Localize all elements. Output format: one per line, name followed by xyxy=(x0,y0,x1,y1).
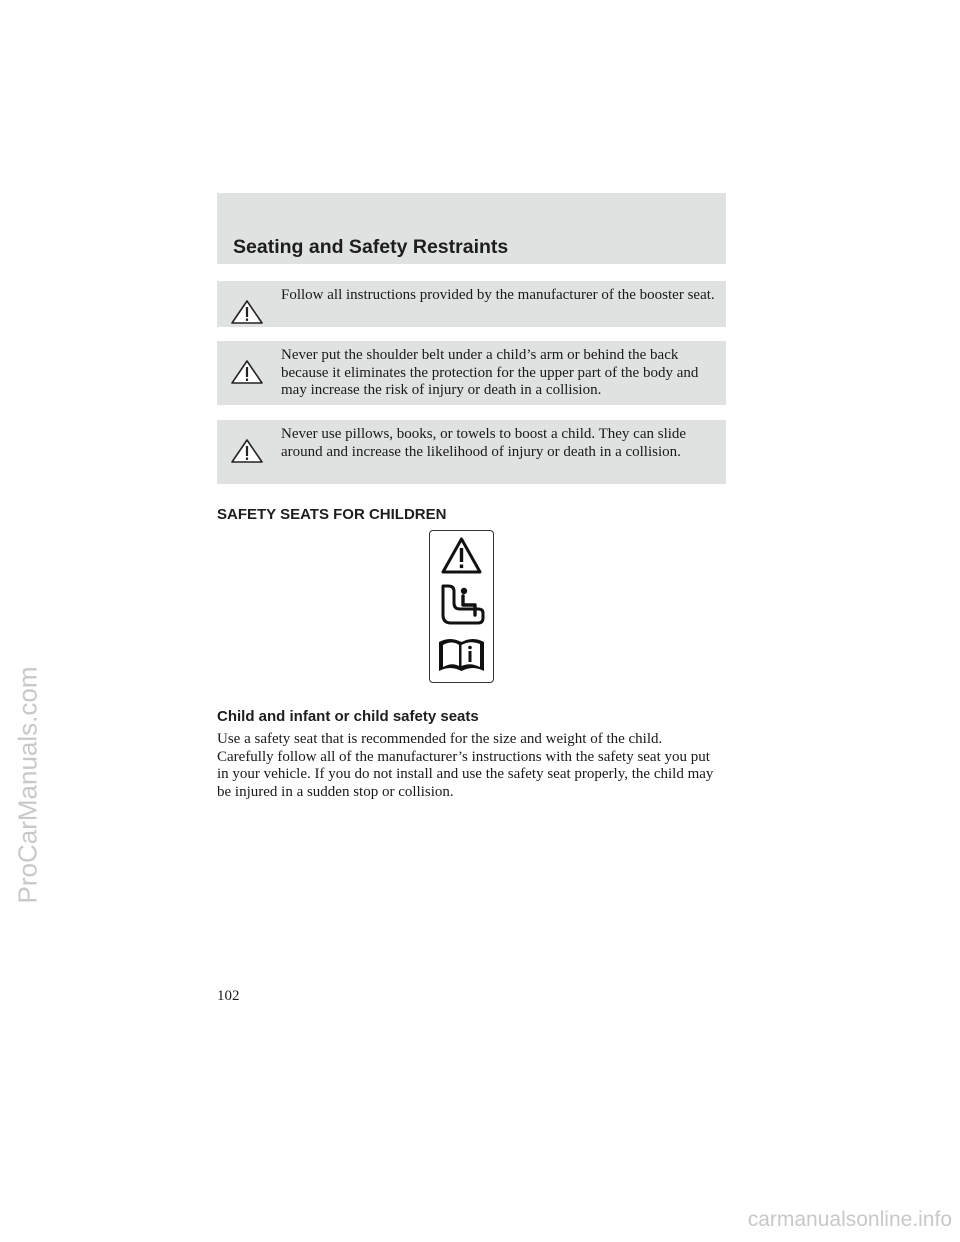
safety-symbols-panel xyxy=(429,530,494,683)
safety-symbols-graphic xyxy=(430,531,493,682)
child-seat-icon xyxy=(443,586,483,623)
section-title: Seating and Safety Restraints xyxy=(233,236,509,258)
warning-triangle-icon xyxy=(229,359,265,385)
child-seats-heading: Child and infant or child safety seats xyxy=(217,708,479,725)
warning-text-3: Never use pillows, books, or towels to boost a child. They can slide around and increase the likelihood of injury or death in a collision. xyxy=(281,426,687,460)
child-seats-body: Use a safety seat that is recommended for the size and weight of the child. Carefully follow all of the manufacturer’s instructions with the safety seat you put in your vehicle. If you do not install and use the safety seat properly, the child may be injured in a sudden stop or collision. xyxy=(217,731,714,800)
warning-triangle-icon xyxy=(229,299,265,325)
warning-text-2: Never put the shoulder belt under a child’s arm or behind the back because it eliminates the protection for the upper part of the body and may increase the risk of injury or death in a collision. xyxy=(281,347,699,398)
warning-box-3 xyxy=(217,420,726,484)
watermark xyxy=(2,515,54,1055)
manual-info-icon xyxy=(439,639,484,671)
warning-text-1: Follow all instructions provided by the manufacturer of the booster seat. xyxy=(281,287,715,303)
watermark-text: ProCarManuals.com xyxy=(12,666,43,904)
page-number: 102 xyxy=(217,988,240,1004)
warning-triangle-icon xyxy=(443,539,480,572)
footer-site-text: carmanualsonline.info xyxy=(747,1208,952,1231)
warning-box-1 xyxy=(217,281,726,327)
section-header xyxy=(217,193,726,264)
warning-box-2 xyxy=(217,341,726,405)
safety-seats-heading: SAFETY SEATS FOR CHILDREN xyxy=(217,506,447,523)
warning-triangle-icon xyxy=(229,438,265,464)
